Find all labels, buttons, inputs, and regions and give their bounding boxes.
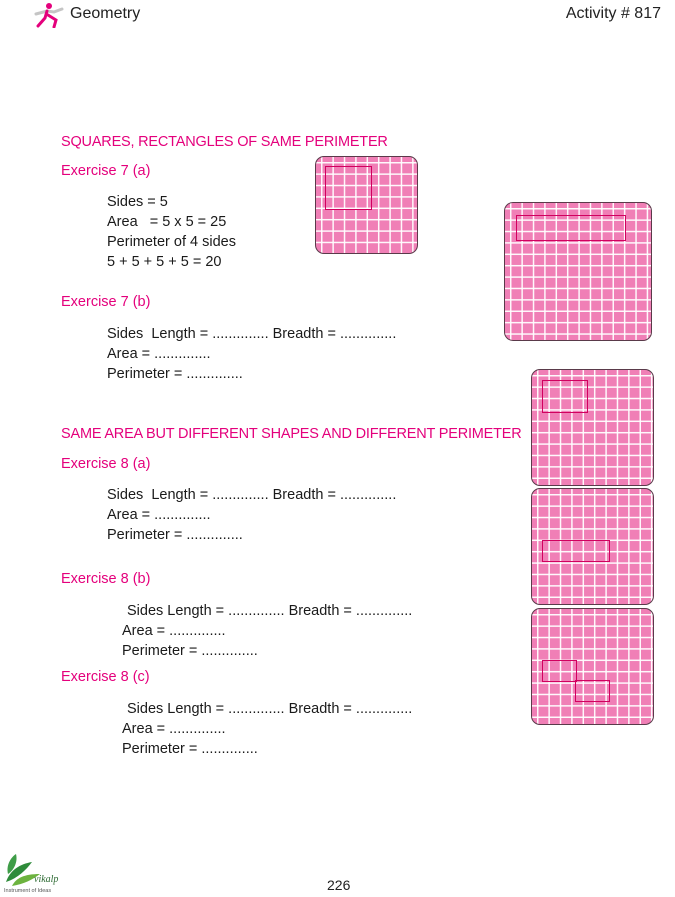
section-title-same-area: SAME AREA BUT DIFFERENT SHAPES AND DIFFERENT PERIMETER xyxy=(61,426,522,442)
grid-8a xyxy=(531,369,654,486)
exercise-line: Area = .............. xyxy=(107,346,211,362)
grid-rectangle-7b xyxy=(504,202,652,341)
exercise-8c-label: Exercise 8 (c) xyxy=(61,669,150,685)
logo-tagline: Instrument of Ideas xyxy=(4,888,52,894)
exercise-line: Sides Length = .............. Breadth = .............. xyxy=(107,326,397,342)
runner-logo-icon xyxy=(34,2,64,28)
exercise-line: Area = .............. xyxy=(122,721,226,737)
exercise-line: Perimeter = .............. xyxy=(107,366,243,382)
header-subject: Geometry xyxy=(70,5,141,22)
exercise-line: Perimeter = .............. xyxy=(122,643,258,659)
logo-text: vikalp xyxy=(34,874,59,885)
exercise-8a-label: Exercise 8 (a) xyxy=(61,456,151,472)
highlight-rectangle xyxy=(516,215,626,241)
section-title-same-perimeter: SQUARES, RECTANGLES OF SAME PERIMETER xyxy=(61,134,388,150)
exercise-7a-label: Exercise 7 (a) xyxy=(61,163,151,179)
exercise-line: Sides Length = .............. Breadth = .............. xyxy=(127,603,413,619)
highlight-rectangle-8b xyxy=(542,540,610,562)
footer-logo xyxy=(2,852,72,896)
exercise-line: Area = .............. xyxy=(107,507,211,523)
exercise-line: Sides Length = .............. Breadth = .............. xyxy=(127,701,413,717)
grid-8c xyxy=(531,608,654,725)
exercise-line: Perimeter of 4 sides xyxy=(107,234,236,250)
exercise-line: Sides Length = .............. Breadth = .............. xyxy=(107,487,397,503)
highlight-square-5x5 xyxy=(325,166,372,210)
highlight-step-bottom-8c xyxy=(575,680,610,702)
header-activity: Activity # 817 xyxy=(565,5,661,22)
exercise-8b-body xyxy=(122,601,412,661)
page-number: 226 xyxy=(327,877,351,893)
exercise-line: Area = .............. xyxy=(122,623,226,639)
exercise-line: Sides = 5 xyxy=(107,194,168,210)
exercise-7a-body xyxy=(107,192,236,272)
exercise-line: 5 + 5 + 5 + 5 = 20 xyxy=(107,254,222,270)
exercise-8a-body xyxy=(107,485,396,545)
exercise-line: Perimeter = .............. xyxy=(107,527,243,543)
exercise-7b-body xyxy=(107,324,396,384)
exercise-8c-body xyxy=(122,699,412,759)
highlight-step-top-8c xyxy=(542,660,577,682)
grid-square-7a xyxy=(315,156,418,254)
grid-8b xyxy=(531,488,654,605)
exercise-8b-label: Exercise 8 (b) xyxy=(61,571,151,587)
highlight-square-8a xyxy=(542,380,588,413)
header-logo xyxy=(34,2,64,28)
exercise-7b-label: Exercise 7 (b) xyxy=(61,294,151,310)
exercise-line: Area = 5 x 5 = 25 xyxy=(107,214,227,230)
exercise-line: Perimeter = .............. xyxy=(122,741,258,757)
